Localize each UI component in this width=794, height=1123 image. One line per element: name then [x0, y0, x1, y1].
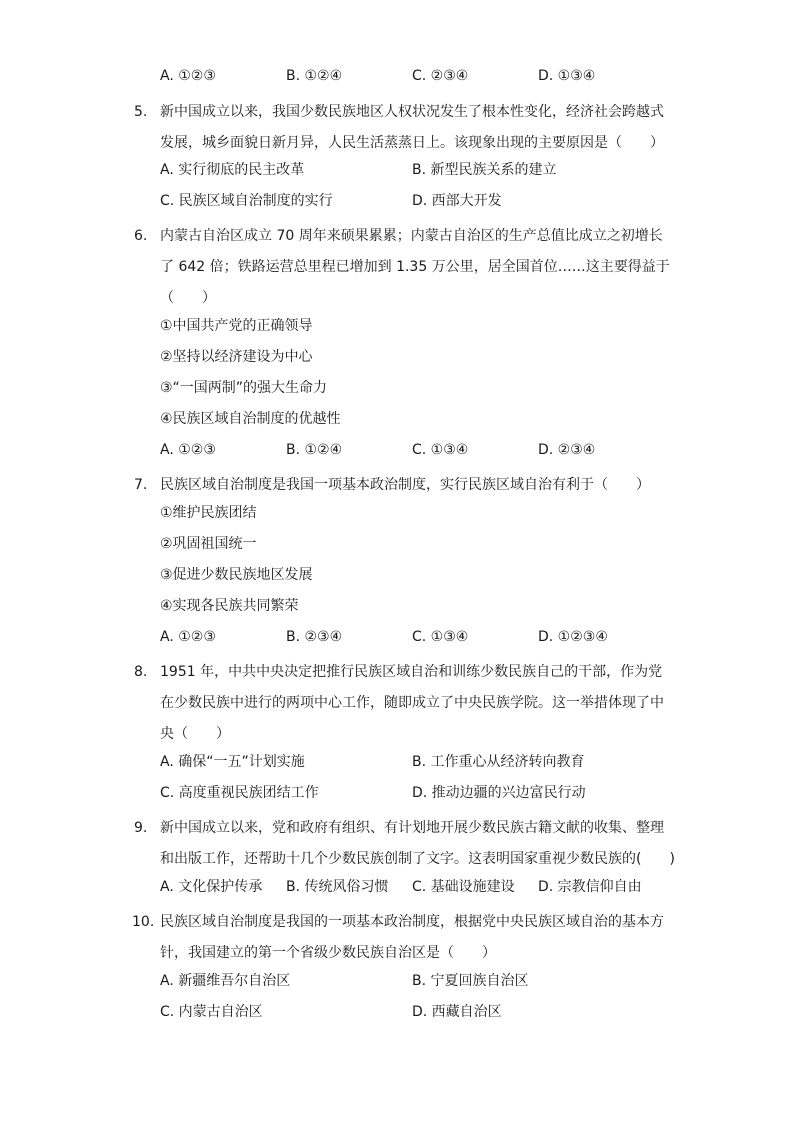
- question-text: 新中国成立以来，党和政府有组织、有计划地开展少数民族古籍文献的收集、整理: [160, 820, 664, 836]
- option-d[interactable]: D. 推动边疆的兴边富民行动: [412, 785, 586, 801]
- item-3: ③促进少数民族地区发展: [160, 567, 313, 583]
- question-text: 内蒙古自治区成立 70 周年来硕果累累；内蒙古自治区的生产总值比成立之初增长: [160, 228, 663, 244]
- option-c[interactable]: C. ①③④: [412, 442, 469, 458]
- option-d[interactable]: D. 西部大开发: [412, 193, 502, 209]
- q5-options-row-2: [160, 189, 700, 213]
- question-text: 1951 年，中共中央决定把推行民族区域自治和训练少数民族自己的干部，作为党: [160, 664, 663, 680]
- item-2: ②坚持以经济建设为中心: [160, 349, 313, 365]
- item-4: ④实现各民族共同繁荣: [160, 598, 299, 614]
- option-d[interactable]: D. ①②③④: [538, 629, 608, 645]
- option-b[interactable]: B. ②③④: [286, 629, 343, 645]
- question-text: 民族区域自治制度是我国的一项基本政治制度，根据党中央民族区域自治的基本方: [160, 914, 664, 930]
- question-text: 民族区域自治制度是我国一项基本政治制度，实行民族区域自治有利于（ ）: [160, 477, 650, 493]
- option-b[interactable]: B. 工作重心从经济转向教育: [412, 754, 585, 770]
- question-text: （ ）: [160, 290, 216, 306]
- option-a[interactable]: A. 文化保护传承: [160, 879, 263, 895]
- q5-options-row-1: [160, 158, 700, 182]
- option-c[interactable]: C. 内蒙古自治区: [160, 1004, 263, 1020]
- option-c[interactable]: C. 民族区域自治制度的实行: [160, 193, 333, 209]
- question-text: 发展，城乡面貌日新月异，人民生活蒸蒸日上。该现象出现的主要原因是（ ）: [160, 135, 664, 151]
- option-b[interactable]: B. 宁夏回族自治区: [412, 973, 529, 989]
- question-text: 央（ ）: [160, 726, 230, 742]
- option-a[interactable]: A. ①②③: [160, 442, 216, 458]
- question-number: 6.: [134, 228, 148, 244]
- q6-options-row: [160, 438, 680, 462]
- option-b[interactable]: B. ①②④: [286, 442, 343, 458]
- option-d[interactable]: D. 宗教信仰自由: [538, 879, 642, 895]
- option-b[interactable]: B. ①②④: [286, 68, 343, 84]
- q8-options-row-1: [160, 750, 700, 774]
- option-a[interactable]: A. ①②③: [160, 68, 216, 84]
- option-c[interactable]: C. ②③④: [412, 68, 469, 84]
- item-1: ①维护民族团结: [160, 505, 257, 521]
- option-c[interactable]: C. 高度重视民族团结工作: [160, 785, 319, 801]
- option-d[interactable]: D. ①③④: [538, 68, 596, 84]
- question-text: 和出版工作，还帮助十几个少数民族创制了文字。这表明国家重视少数民族的( ): [160, 851, 675, 867]
- option-a[interactable]: A. 实行彻底的民主改革: [160, 162, 305, 178]
- question-text: 在少数民族中进行的两项中心工作，随即成立了中央民族学院。这一举措体现了中: [160, 695, 664, 711]
- option-d[interactable]: D. ②③④: [538, 442, 596, 458]
- question-number: 7.: [134, 477, 148, 493]
- option-a[interactable]: A. ①②③: [160, 629, 216, 645]
- option-b[interactable]: B. 新型民族关系的建立: [412, 162, 557, 178]
- q7-options-row: [160, 625, 680, 649]
- item-3: ③“一国两制”的强大生命力: [160, 380, 328, 396]
- question-text: 新中国成立以来，我国少数民族地区人权状况发生了根本性变化，经济社会跨越式: [160, 104, 664, 120]
- question-text: 针，我国建立的第一个省级少数民族自治区是（ ）: [160, 945, 496, 961]
- q8-options-row-2: [160, 781, 700, 805]
- q9-options-row: [160, 875, 680, 899]
- item-4: ④民族区域自治制度的优越性: [160, 411, 341, 427]
- option-b[interactable]: B. 传统风俗习惯: [286, 879, 389, 895]
- option-a[interactable]: A. 确保“一五”计划实施: [160, 754, 305, 770]
- top-options-row: [160, 64, 680, 88]
- question-number: 5.: [134, 104, 148, 120]
- option-d[interactable]: D. 西藏自治区: [412, 1004, 502, 1020]
- q10-options-row-2: [160, 1000, 700, 1024]
- option-c[interactable]: C. 基础设施建设: [412, 879, 515, 895]
- question-text: 了 642 倍；铁路运营总里程已增加到 1.35 万公里，居全国首位……这主要得益于: [160, 259, 670, 275]
- question-number: 10.: [132, 914, 155, 930]
- question-number: 8.: [134, 664, 148, 680]
- option-a[interactable]: A. 新疆维吾尔自治区: [160, 973, 291, 989]
- q10-options-row-1: [160, 969, 700, 993]
- option-c[interactable]: C. ①③④: [412, 629, 469, 645]
- item-2: ②巩固祖国统一: [160, 536, 257, 552]
- question-number: 9.: [134, 820, 148, 836]
- item-1: ①中国共产党的正确领导: [160, 318, 313, 334]
